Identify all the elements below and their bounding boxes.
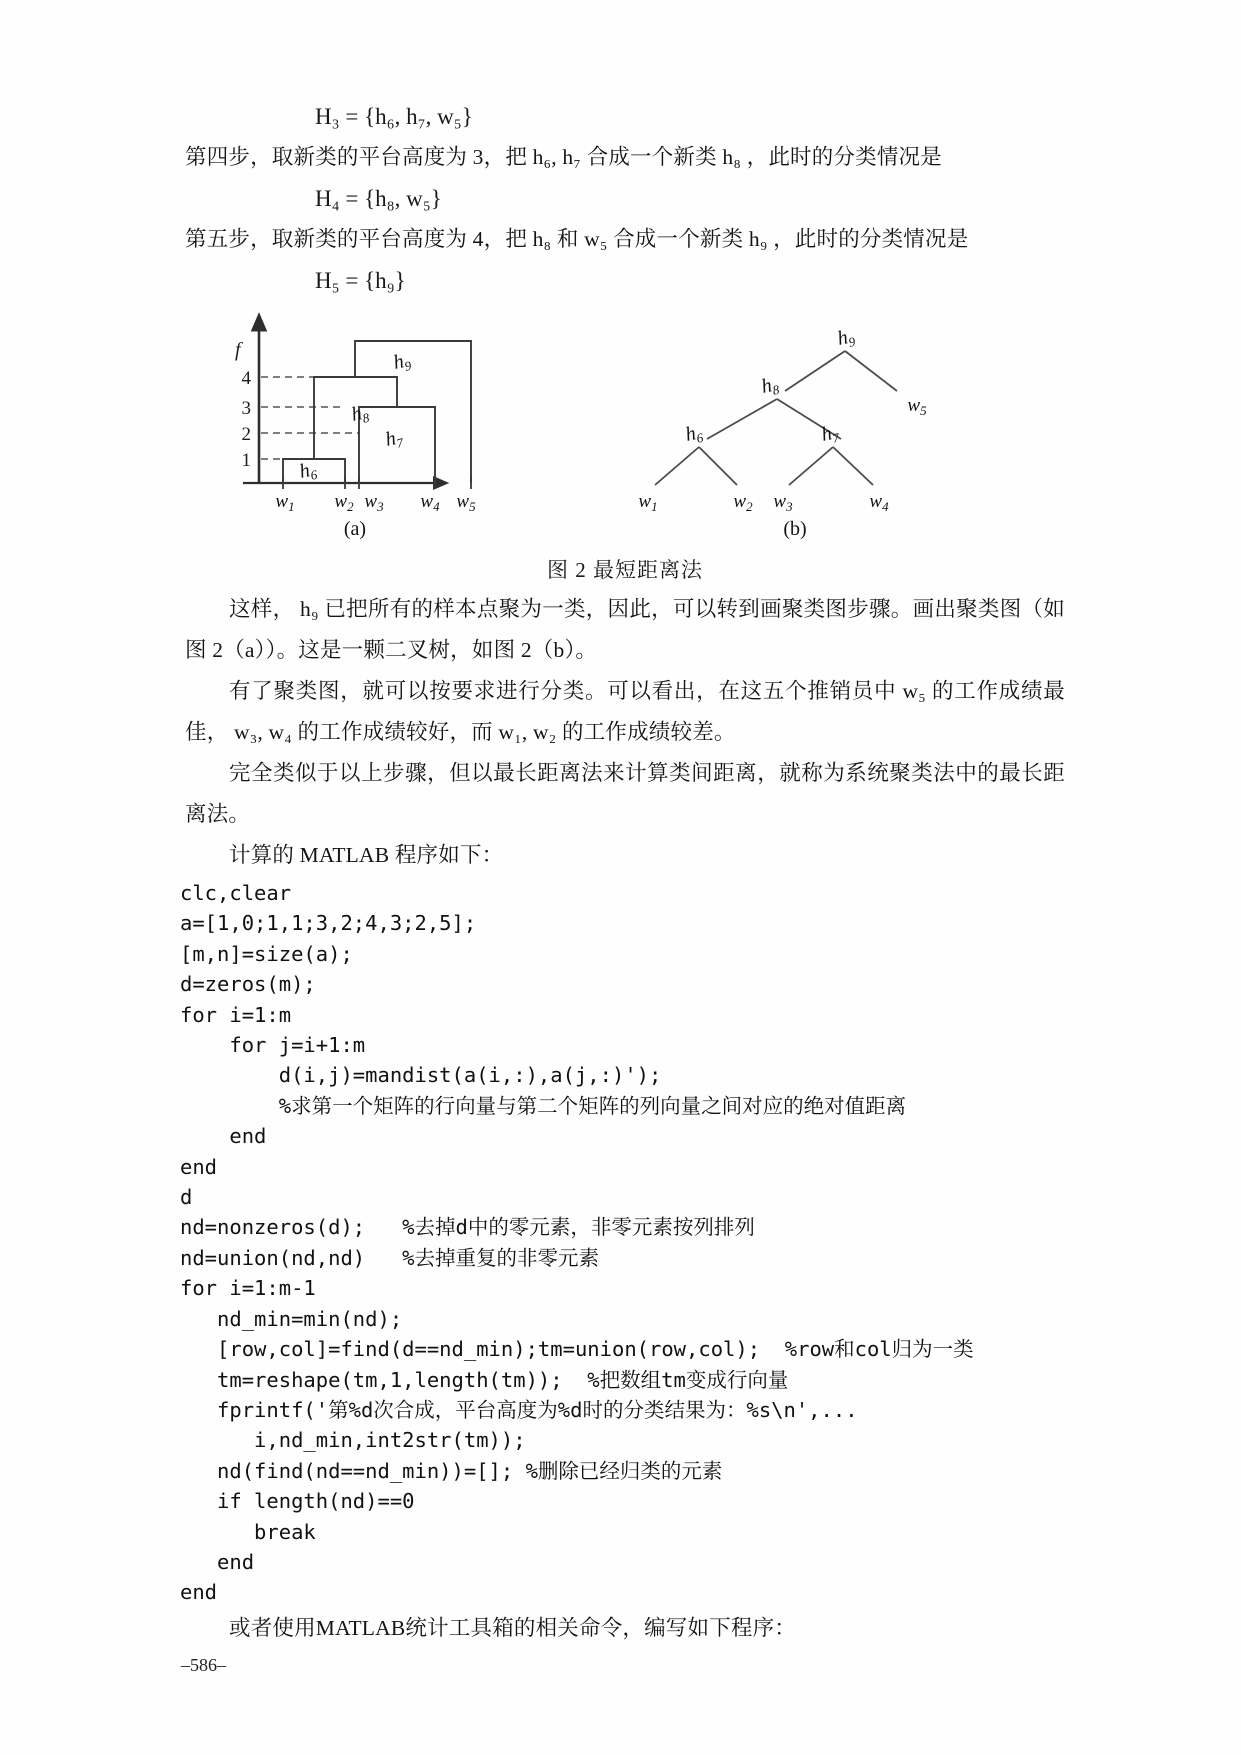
page-number: –586– (181, 1654, 226, 1675)
code-line: end (180, 1580, 218, 1605)
svg-text:h8: $h_8$ (349, 402, 371, 426)
code-line: end (180, 1154, 218, 1179)
svg-text:h7: $h_7$ (383, 427, 405, 451)
svg-text:h9: $h_9$ (835, 326, 857, 350)
figure-2-svg (185, 311, 1065, 540)
code-line: tm=reshape(tm,1,length(tm)); %把数组tm变成行向量 (180, 1367, 789, 1392)
code-line: if length(nd)==0 (180, 1489, 415, 1514)
svg-text:w3: $w_3$ (773, 491, 793, 514)
matlab-code-block (180, 878, 1065, 1608)
paragraph-1: 这样， h₉ 已把所有的样本点聚为一类，因此，可以转到画聚类图步骤。画出聚类图（如图 2（a））。这是一颗二叉树，如图 2（b）。 (185, 597, 1065, 662)
svg-text:w2: $w_2$ (334, 491, 354, 514)
panel-b-label: (b) (783, 518, 807, 540)
code-line: clc,clear (180, 881, 292, 905)
figure-2 (185, 311, 1065, 540)
equation-h5-text: H₅ = {h₉} (315, 268, 406, 293)
y-axis-label: f (235, 339, 241, 361)
page-content (180, 96, 1065, 1676)
svg-text:3: 3 (241, 398, 251, 419)
svg-text:h8: $h_8$ (759, 374, 781, 398)
tree-internal-labels (683, 325, 857, 448)
svg-text:w4: $w_4$ (420, 491, 440, 514)
svg-text:h6: $h_6$ (683, 422, 705, 446)
svg-text:w5: $w_5$ (456, 491, 476, 514)
paragraph-3: 完全类似于以上步骤，但以最长距离法来计算类间距离，就称为系统聚类法中的最长距离法。 (185, 761, 1065, 826)
svg-text:4: 4 (241, 368, 251, 389)
code-line: for i=1:m (180, 1002, 292, 1027)
paragraph-2: 有了聚类图，就可以按要求进行分类。可以看出，在这五个推销员中 w₅ 的工作成绩最佳， w₃, w₄ 的工作成绩较好，而 w₁, w₂ 的工作成绩较差。 (185, 679, 1065, 744)
equation-h3-text: H₃ = {h₆, h₇, w₅} (315, 104, 473, 129)
dendrogram-brackets (283, 341, 471, 483)
code-line: a=[1,0;1,1;3,2;4,3;2,5]; (180, 911, 477, 936)
svg-text:2: 2 (241, 424, 251, 445)
equation-h5 (185, 260, 1065, 301)
svg-text:w3: $w_3$ (364, 491, 384, 514)
paragraph-5: 或者使用MATLAB统计工具箱的相关命令，编写如下程序： (229, 1615, 796, 1640)
equation-h3 (185, 96, 1065, 137)
paragraph-4: 计算的 MATLAB 程序如下： (229, 843, 504, 867)
panel-a-label: (a) (343, 518, 367, 540)
equation-h4-text: H₄ = {h₈, w₅} (315, 186, 442, 211)
code-line: end (180, 1124, 267, 1149)
code-line: d(i,j)=mandist(a(i,:),a(j,:)'); (180, 1063, 662, 1088)
code-line: nd=nonzeros(d); %去掉d中的零元素，非零元素按列排列 (180, 1215, 755, 1240)
svg-text:w4: $w_4$ (869, 491, 889, 514)
svg-text:1: 1 (241, 450, 251, 471)
code-line: nd_min=min(nd); (180, 1306, 403, 1331)
code-line: [row,col]=find(d==nd_min);tm=union(row,col); %row和col归为一类 (180, 1337, 974, 1362)
figure-spacer (185, 501, 1065, 553)
code-line: for j=i+1:m (180, 1033, 366, 1058)
code-line: %求第一个矩阵的行向量与第二个矩阵的列向量之间对应的绝对值距离 (180, 1093, 907, 1118)
code-line: d (180, 1185, 193, 1210)
svg-text:h9: $h_9$ (391, 350, 413, 374)
code-line: i,nd_min,int2str(tm)); (180, 1428, 526, 1453)
y-tick-labels (242, 368, 252, 471)
svg-text:w1: $w_1$ (638, 491, 658, 514)
paragraph-step4: 第四步，取新类的平台高度为 3，把 h₆, h₇ 合成一个新类 h₈ ，此时的分类情况是 (185, 145, 942, 169)
svg-text:w1: $w_1$ (275, 491, 295, 514)
gridlines (261, 377, 359, 459)
svg-text:h7: $h_7$ (819, 422, 841, 446)
code-line: for i=1:m-1 (180, 1276, 316, 1301)
code-line: break (180, 1519, 316, 1544)
code-line: [m,n]=size(a); (180, 941, 353, 966)
svg-text:w2: $w_2$ (733, 491, 753, 514)
code-line: fprintf('第%d次合成，平台高度为%d时的分类结果为：%s\n',... (180, 1397, 858, 1422)
tree-edges (655, 351, 897, 485)
tree-leaf-labels (638, 395, 927, 514)
svg-text:h6: $h_6$ (297, 459, 319, 483)
code-line: end (180, 1549, 255, 1574)
code-line: d=zeros(m); (180, 972, 316, 997)
equation-h4 (185, 178, 1065, 219)
paragraph-step5: 第五步，取新类的平台高度为 4，把 h₈ 和 w₅ 合成一个新类 h₉ ，此时的分类情况是 (185, 227, 969, 251)
code-line: nd=union(nd,nd) %去掉重复的非零元素 (180, 1245, 599, 1270)
figure-caption: 图 2 最短距离法 (547, 558, 703, 582)
svg-text:w5: $w_5$ (907, 395, 927, 418)
code-line: nd(find(nd==nd_min))=[]; %删除已经归类的元素 (180, 1458, 723, 1483)
